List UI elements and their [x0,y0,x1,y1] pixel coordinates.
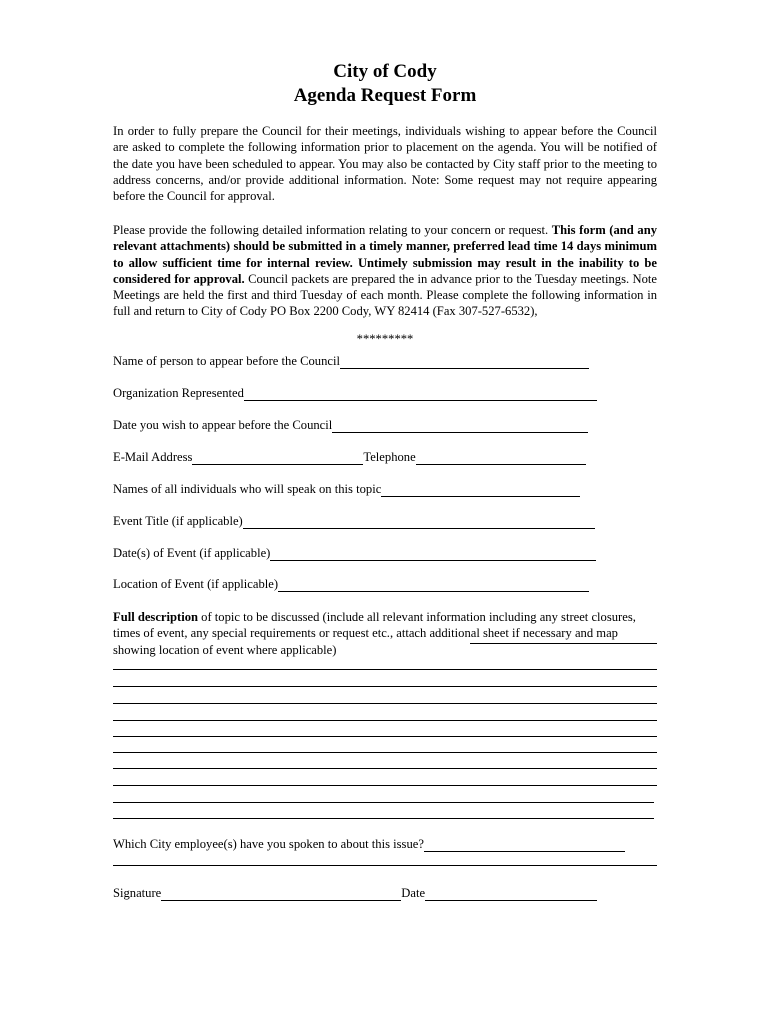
organization-label: Organization Represented [113,386,244,400]
city-employee-input-line[interactable] [424,840,625,852]
event-date-field[interactable] [113,545,596,561]
organization-field[interactable] [113,385,597,401]
form-title: Agenda Request Form [293,85,477,106]
name-label: Name of person to appear before the Council [113,354,340,368]
email-label: E-Mail Address [113,450,193,464]
signature-label: Signature [113,886,162,900]
full-description-bold: Full description [113,610,199,624]
event-date-label: Date(s) of Event (if applicable) [113,546,271,560]
instructions-paragraph [113,222,657,320]
email-input-line[interactable] [192,453,363,465]
description-line-7[interactable] [113,768,657,769]
description-line-9[interactable] [113,802,654,803]
description-line-8[interactable] [113,785,657,786]
city-employee-label: Which City employee(s) have you spoken to about this issue? [113,837,424,851]
instructions-text-1: Please provide the following detailed information relating to your concern or request. [113,223,552,237]
instructions-text-2: Council packets are prepared the in advance prior to the Tuesday meetings. Note Meetings are held the first and third Tuesday of each month. Please complete the following information in full and return to City of Cody PO Box 2200 Cody, WY 82414 (Fax 307-527-6532), [113,271,657,319]
telephone-input-line[interactable] [416,453,586,465]
name-field[interactable] [113,353,589,369]
description-line-1[interactable] [113,669,657,670]
email-phone-field[interactable] [113,449,586,465]
event-location-label: Location of Event (if applicable) [113,577,279,591]
description-line-5[interactable] [113,736,657,737]
organization-input-line[interactable] [244,389,597,401]
city-employee-line-2[interactable] [113,865,657,866]
form-title-city: City of Cody [333,61,437,82]
signature-date-field[interactable] [113,885,597,901]
event-location-field[interactable] [113,576,589,592]
appear-date-label: Date you wish to appear before the Council [113,418,333,432]
sign-date-input-line[interactable] [425,889,597,901]
event-date-input-line[interactable] [270,549,596,561]
full-description-text: of topic to be discussed (include all relevant information including any street closures, times of event, any special requirements or request etc., attach additional sheet if necessary and map showing location of event where applicable) [113,610,636,657]
appear-date-field[interactable] [113,417,588,433]
speakers-field[interactable] [113,481,580,497]
signature-input-line[interactable] [161,889,401,901]
name-input-line[interactable] [340,357,589,369]
description-line-6[interactable] [113,752,657,753]
sign-date-label: Date [401,886,426,900]
event-title-input-line[interactable] [243,517,595,529]
description-line-3[interactable] [113,703,657,704]
event-title-label: Event Title (if applicable) [113,514,243,528]
description-line-4[interactable] [113,720,657,721]
appear-date-input-line[interactable] [332,421,588,433]
intro-paragraph: In order to fully prepare the Council for their meetings, individuals wishing to appear before the Council are asked to complete the following information prior to placement on the agenda. You will be notified of the date you have been scheduled to appear. You may also be contacted by City staff prior to the meeting to address concerns, and/or provide additional information. Note: Some request may not require appearing before the Council for approval. [113,124,657,204]
description-line-2[interactable] [113,686,657,687]
event-title-field[interactable] [113,513,595,529]
description-line-0[interactable] [470,643,657,644]
separator-stars: ********* [356,332,414,346]
speakers-input-line[interactable] [381,485,580,497]
full-description-prompt [113,609,657,658]
city-employee-field[interactable] [113,836,625,852]
description-line-10[interactable] [113,818,654,819]
event-location-input-line[interactable] [278,580,589,592]
speakers-label: Names of all individuals who will speak on this topic [113,482,382,496]
instructions-bold-text: This form (and any relevant attachments) should be submitted in a timely manner, preferred lead time 14 days minimum to allow sufficient time for internal review. Untimely submission may result in the inability to be considered for approval. [113,223,657,286]
telephone-label: Telephone [363,450,416,464]
